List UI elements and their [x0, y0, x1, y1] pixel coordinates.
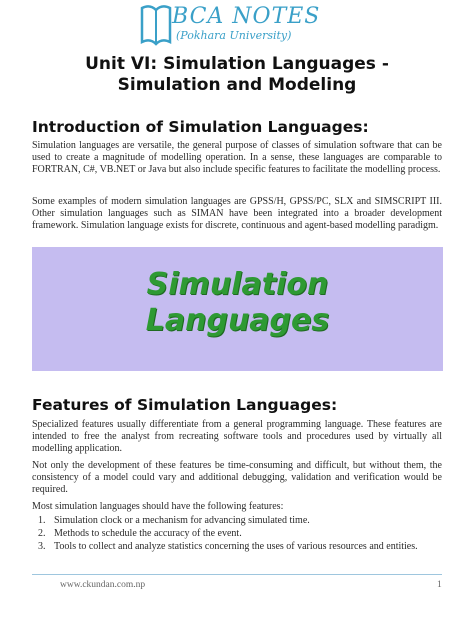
- features-paragraph-1: Specialized features usually differentiate from a general programming language. These features are intended to free the analyst from recreating software tools and procedures used by virtually all modelling application.: [32, 419, 442, 454]
- banner-line-2: Languages: [145, 303, 330, 338]
- list-item: [38, 541, 438, 553]
- intro-heading: Introduction of Simulation Languages:: [32, 118, 369, 136]
- list-text: Tools to collect and analyze statistics concerning the uses of various resources and entities.: [54, 541, 418, 552]
- page-number: 1: [437, 580, 442, 590]
- page-title: [0, 54, 474, 96]
- intro-paragraph-2: Some examples of modern simulation languages are GPSS/H, GPSS/PC, SLX and SIMSCRIPT III. Other simulation languages such as SIMAN have been integrated into a broader development framework. Simulation language exists for discrete, continuous and agent-based modelling paradigm.: [32, 196, 442, 231]
- list-number: 1.: [38, 515, 46, 526]
- banner-text: [32, 267, 443, 339]
- footer-url[interactable]: www.ckundan.com.np: [60, 580, 146, 590]
- bca-notes-logo: [138, 2, 338, 50]
- features-paragraph-2: Not only the development of these features be time-consuming and difficult, but without them, the consistency of a model could vary and additional debugging, validation and verification would be required.: [32, 460, 442, 495]
- brand-name: BCA NOTES: [172, 4, 321, 29]
- banner-line-1: Simulation: [146, 267, 329, 302]
- intro-paragraph-1: Simulation languages are versatile, the general purpose of classes of simulation software that can be used to create a magnitude of modelling operation. In a sense, these languages are comparable to FORTRAN, C#, VB.NET or Java but also include specific features to facilitate the modelling process.: [32, 140, 442, 175]
- list-item: [38, 515, 438, 527]
- list-number: 3.: [38, 541, 46, 552]
- list-text: Simulation clock or a mechanism for advancing simulated time.: [54, 515, 310, 526]
- simulation-languages-banner: [32, 247, 443, 371]
- features-heading: Features of Simulation Languages:: [32, 396, 338, 414]
- features-list: [38, 515, 438, 554]
- brand-subtitle: (Pokhara University): [176, 29, 292, 42]
- list-item: [38, 528, 438, 540]
- book-logo-icon: [138, 2, 174, 48]
- list-text: Methods to schedule the accuracy of the event.: [54, 528, 242, 539]
- footer-divider: [32, 574, 442, 575]
- features-paragraph-3: Most simulation languages should have the following features:: [32, 501, 284, 512]
- title-line-2: Simulation and Modeling: [117, 75, 357, 95]
- title-line-1: Unit VI: Simulation Languages -: [85, 54, 389, 74]
- list-number: 2.: [38, 528, 46, 539]
